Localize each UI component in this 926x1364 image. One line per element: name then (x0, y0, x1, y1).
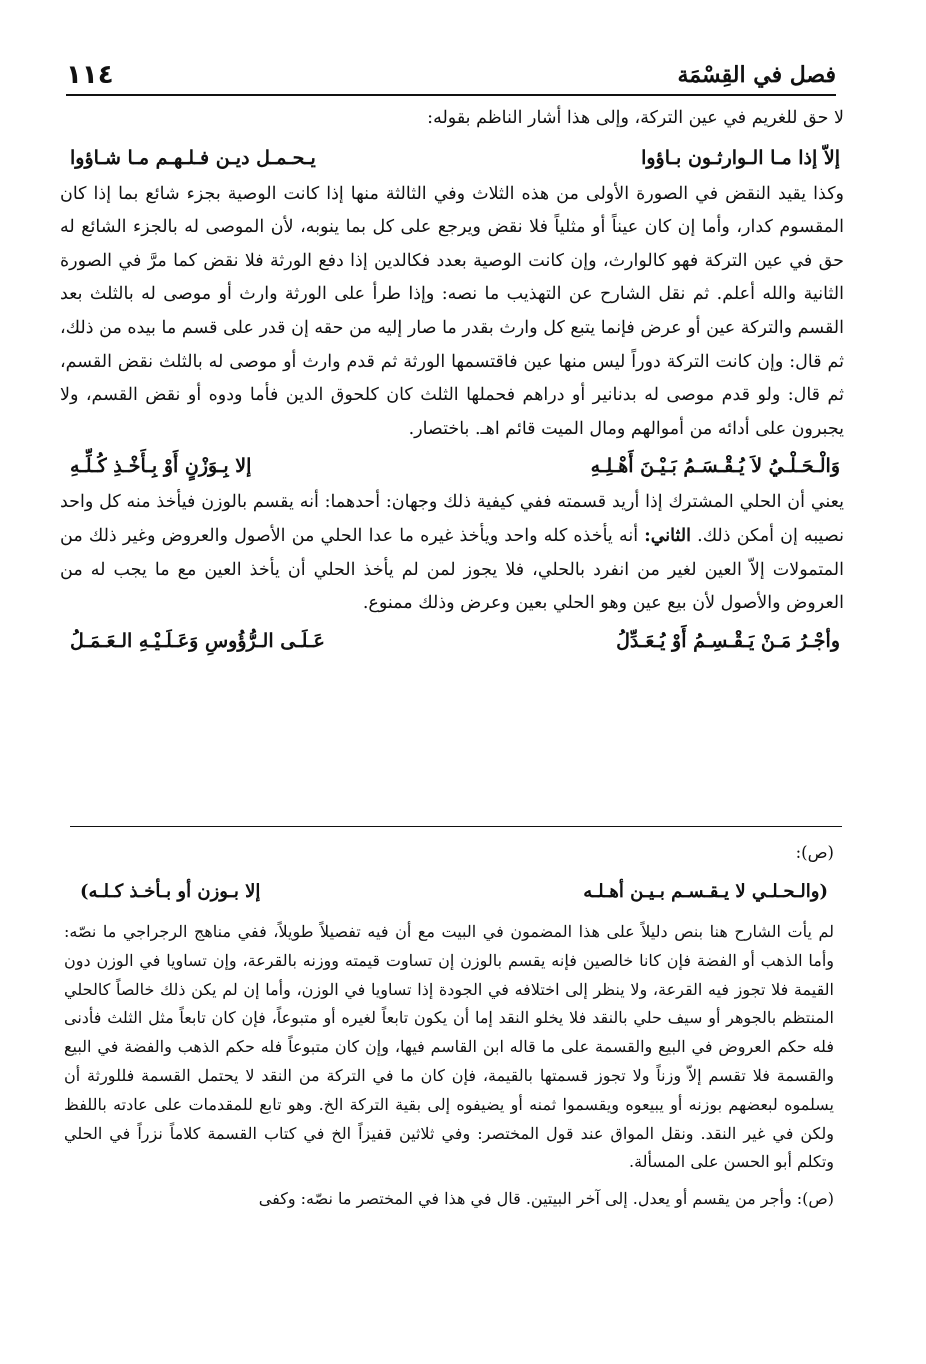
paragraph-jewelry-part1: يعني أن الحلي المشترك إذا أريد قسمته ففي كيفية ذلك وجهان: أحدهما: أنه يقسم بالوزن فيأخذ منه كل واحد نصيبه إن أمكن ذلك. (60, 492, 844, 546)
verse-first-hemistich: وَالْـحَـلْـيُ لاَ يُـقْـسَـمُ بَـيْـنَ أَهْـلِـهِ (590, 455, 840, 478)
paragraph-commentary: وكذا يقيد النقض في الصورة الأولى من هذه الثلاث وفي الثالثة منها إذا كانت الوصية بجزء شائع بما إذا كان المقسوم كدار، وأما إن كان عيناً أو مثلياً فلا نقض ويرجع على كل بما ينوبه، لأن الموصى له بالجزء الشائع له حق في عين التركة فهو كالوارث، وإن كانت الوصية بعدد فكالدين إذا دفع الورثة فلا نقض كما مرَّ في الصورة الثانية والله أعلم. ثم نقل الشارح عن التهذيب ما نصه: وإذا طرأ على الورثة وارث أو موصى له بالثلث بعد القسم والتركة عين أو عرض فإنما يتبع كل وارث بقدر ما صار إليه من حقه إن قدر على قسم ما بيده من ذلك، ثم قال: وإن كانت التركة دوراً ليس منها عين فاقتسمها الورثة ثم قدم وارث أو موصى له بالثلث نقض القسم، ثم قال: ولو قدم موصى له بدنانير أو دراهم فحملها الثلث كان كلحوق الدين فأما ودوه أو نقض القسم، ولا يجبرون على أدائه من أموالهم ومال الميت قائم اهـ. باختصار. (60, 183, 844, 439)
verse-line (60, 621, 844, 661)
note-verse-line (64, 872, 834, 912)
note-paragraph: لم يأت الشارح هنا بنص دليلاً على هذا المضمون في البيت مع أن فيه تفصيلاً طويلاً، ففي مناهج الرجراجي ما نصّه: وأما الذهب أو الفضة فإن كانا خالصين فإنه يقسم بالوزن إن تساوت قيمته ووزنه بالقرعة، وإن تساويا في الوزن دون القيمة فلا تجوز فيه القرعة، ولا ينظر إلى اختلافه في الجودة إذا تساويا في الوزن، وأما إن لم يكن ذلك خالصاً كالحلي المنتظم بالجوهر أو سيف حلي بالنقد فلا يخلو النقد إما أن يكون تابعاً لغيره أو متبوعاً، فإن كان تابعاً مثل الثلث فأدنى فله حكم العروض في البيع والقسمة على ما قاله ابن القاسم فيها، وإن كان متبوعاً فله حكم الذهب والفضة في البيع والقسمة فلا تقسم إلاّ وزناً ولا تجوز قسمتها بالقيمة، فإن كان ما في التركة من النقد لا يحتمل القسمة فللورثة أن يسلموه لبعضهم بوزنه أو يبيعوه ويقسموا ثمنه أو يضيفوه إلى بقية التركة الخ. وهو تابع للمقدمات على عادته باللفظ ولكن في غير النقد. ونقل المواق عند قول المختصر: وفي ثلاثين قفيزاً الخ في كتاب القسمة كلاماً نزراً في الحلي وتكلم أبو الحسن على المسألة. (64, 922, 834, 1172)
second-view-label: الثاني: (644, 525, 691, 546)
running-title: فصل في القِسْمَة (677, 62, 836, 88)
page-number: ١١٤ (66, 60, 114, 90)
verse-second-hemistich: إلا بِـوَزْنٍ أَوْ بِـأَخْـذِ كُـلِّـهِ (70, 455, 252, 478)
verse-line (60, 446, 844, 486)
main-text (60, 102, 844, 661)
paragraph-jewelry (60, 486, 844, 620)
verse-first-hemistich: (والـحـلـي لا يـقـسـم بـيـن أهـلـه (583, 881, 828, 902)
note-label: (ص): (795, 843, 834, 862)
paragraph-intro: لا حق للغريم في عين التركة، وإلى هذا أشار الناظم بقوله: (427, 108, 844, 128)
verse-second-hemistich: إلا بـوزن أو بـأخـذ كـلـه) (80, 881, 261, 902)
verse-second-hemistich: عَـلَـى الـرُّؤُوسِ وَعَـلَـيْـهِ الـعَـمَـلُ (70, 629, 325, 652)
verse-second-hemistich: يـحـمـل ديـن فـلـهـم مـا شـاؤوا (70, 146, 316, 169)
footnote-divider (70, 826, 842, 827)
page-header (66, 52, 836, 96)
note-paragraph-last: (ص): وأجر من يقسم أو يعدل. إلى آخر البيتين. قال في هذا في المختصر ما نصّه: وكفى (258, 1189, 834, 1209)
verse-line (60, 138, 844, 178)
notes-section (64, 838, 834, 1214)
paragraph-jewelry-part2: أنه يأخذه كله واحد ويأخذ غيره ما عدا الحلي من الأصول والعروض وغير ذلك من المتمولات إلاّ العين لغير من انفرد بالحلي، فلا يجوز لمن لم يأخذ الحلي أن يأخذ العين مع ما يجب له من العروض والأصول لأن بيع عين وهو الحلي بعين وعرض وذلك ممنوع. (60, 525, 844, 614)
verse-first-hemistich: إلاّ إذا مـا الـوارثـون بـاؤوا (641, 146, 840, 169)
verse-first-hemistich: وأجْـرُ مَـنْ يَـقْـسِـمُ أَوْ يُـعَـدِّلُ (616, 629, 840, 652)
